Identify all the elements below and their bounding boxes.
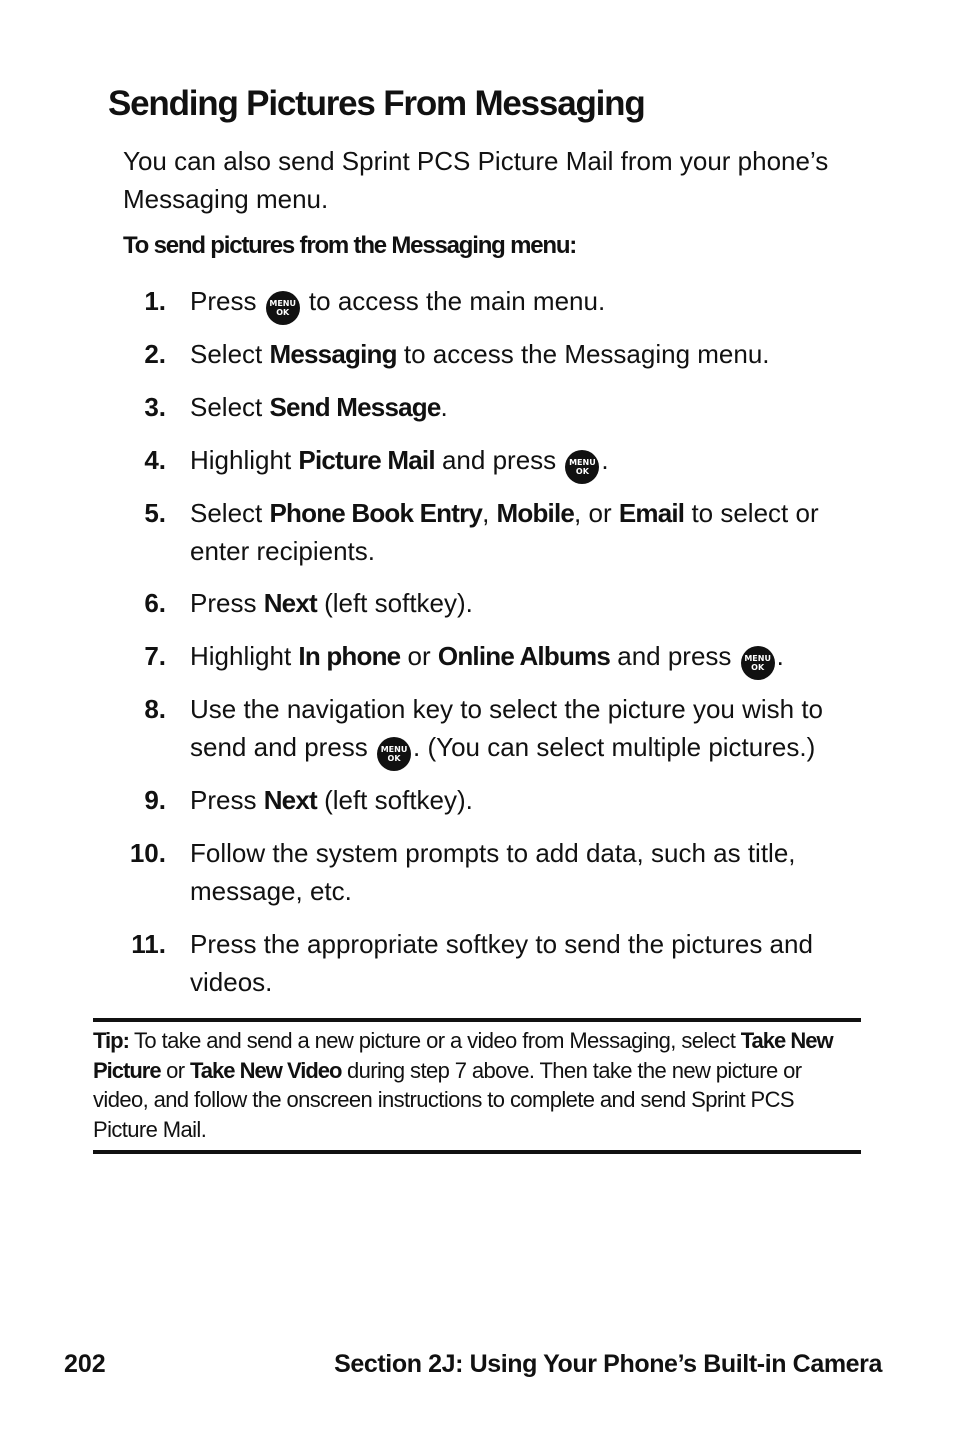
softkey-name: Next — [263, 588, 317, 618]
tip-text: Tip: To take and send a new picture or a video from Messaging, select Take New Picture or Take New Video during step 7 above. Then take the new picture or video, and follow the onscreen instructions to complete and send Sprint PCS Picture Mail. — [93, 1028, 833, 1142]
tip-box — [93, 1018, 861, 1154]
step-number: 6. — [144, 588, 166, 618]
step-item — [120, 781, 850, 819]
step-number: 7. — [144, 641, 166, 671]
softkey-name: Next — [263, 785, 317, 815]
menu-option-name: Phone Book Entry — [269, 498, 483, 528]
procedure-heading: To send pictures from the Messaging menu: — [123, 232, 577, 259]
step-item — [120, 690, 850, 771]
step-number: 10. — [129, 838, 166, 868]
menu-option-name: Picture Mail — [298, 445, 435, 475]
menu-option-name: Send Message — [269, 392, 441, 422]
step-text: Press Next (left softkey). — [190, 785, 473, 815]
step-number: 9. — [144, 785, 166, 815]
menu-ok-key-icon: MENU OK — [266, 291, 300, 325]
step-text: Follow the system prompts to add data, such as title, message, etc. — [190, 838, 796, 906]
step-item — [120, 388, 850, 426]
step-text: Highlight Picture Mail and press MENU OK . — [190, 441, 850, 484]
step-text: Use the navigation key to select the picture you wish to send and press MENU OK . (You can select multiple pictures.) — [190, 690, 850, 771]
step-item — [120, 282, 850, 325]
step-number: 1. — [144, 286, 166, 316]
step-number: 2. — [144, 339, 166, 369]
step-text: Select Phone Book Entry, Mobile, or Email to select or enter recipients. — [190, 498, 819, 566]
step-number: 5. — [144, 498, 166, 528]
step-item — [120, 494, 850, 570]
menu-option-name: Online Albums — [437, 641, 611, 671]
step-item — [120, 584, 850, 622]
step-text: Press Next (left softkey). — [190, 588, 473, 618]
step-item — [120, 335, 850, 373]
step-item — [120, 637, 850, 680]
tip-label: Tip: — [93, 1028, 129, 1053]
step-number: 4. — [144, 445, 166, 475]
page-number: 202 — [64, 1350, 106, 1378]
menu-ok-key-icon: MENU OK — [377, 737, 411, 771]
menu-option-name: In phone — [298, 641, 401, 671]
step-text: Press the appropriate softkey to send the pictures and videos. — [190, 929, 813, 997]
menu-option-name: Mobile — [496, 498, 575, 528]
step-text: Highlight In phone or Online Albums and press MENU OK . — [190, 637, 850, 680]
menu-option-name: Messaging — [269, 339, 397, 369]
menu-ok-key-icon: MENU OK — [741, 646, 775, 680]
step-text: Select Messaging to access the Messaging menu. — [190, 339, 770, 369]
step-item — [120, 441, 850, 484]
section-footer: Section 2J: Using Your Phone’s Built-in Camera — [334, 1350, 882, 1378]
menu-option-name: Email — [618, 498, 685, 528]
step-number: 11. — [131, 929, 166, 959]
step-item — [120, 834, 850, 910]
step-text: Select Send Message. — [190, 392, 448, 422]
step-text: Press MENU OK to access the main menu. — [190, 282, 850, 325]
menu-option-name: Take New Picture — [93, 1028, 833, 1083]
step-number: 8. — [144, 694, 166, 724]
intro-paragraph: You can also send Sprint PCS Picture Mail from your phone’s Messaging menu. — [123, 146, 829, 214]
step-number: 3. — [144, 392, 166, 422]
menu-option-name: Take New Video — [189, 1057, 342, 1083]
menu-ok-key-icon: MENU OK — [565, 450, 599, 484]
page-title: Sending Pictures From Messaging — [108, 84, 645, 123]
step-item — [120, 925, 850, 1001]
